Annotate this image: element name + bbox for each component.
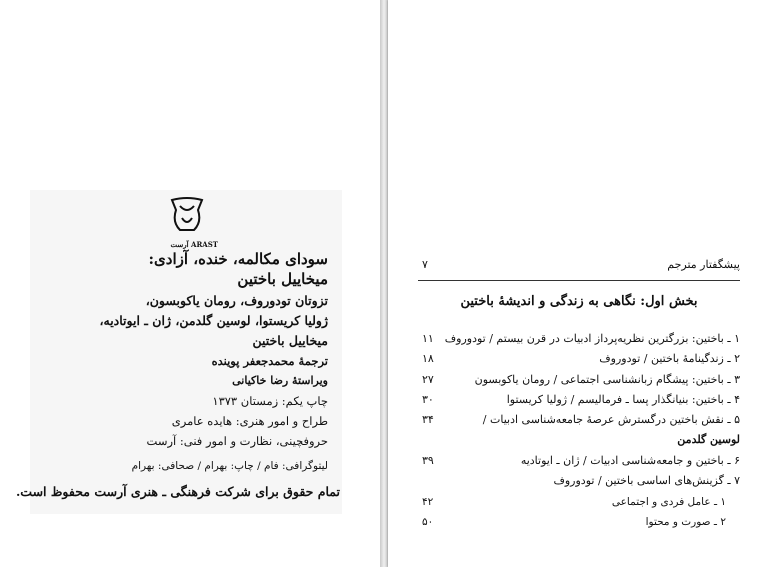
toc-entry-page: ۵۰ — [422, 516, 434, 528]
printing: لیتوگرافی: فام / چاپ: بهرام / صحافی: بهرام — [131, 460, 328, 472]
edition: چاپ یکم: زمستان ۱۳۷۳ — [212, 394, 328, 408]
toc-entry — [418, 352, 740, 370]
toc-subentry — [418, 496, 740, 514]
toc-entry-page: ۱۱ — [422, 332, 434, 345]
toc-entry — [418, 433, 740, 451]
toc-part-title — [418, 294, 740, 312]
toc-entry — [418, 332, 740, 350]
toc-entry-title: ۵ ـ نقش باختین درگسترش عرصهٔ جامعه‌شناسی ادبیات / — [482, 413, 740, 426]
toc-entry-title: ۱ ـ باختین: بزرگترین نظریه‌پرداز ادبیات در قرن بیستم / تودوروف — [444, 332, 740, 345]
designer: طراح و امور هنری: هایده عامری — [171, 414, 328, 428]
typesetting: حروفچینی، نظارت و امور فنی: آرست — [146, 434, 328, 448]
toc-entry-title: ۲ ـ صورت و محتوا — [645, 516, 726, 528]
toc-entry-title: ۴ ـ باختین: بنیانگذار پسا ـ فرمالیسم / ژولیا کریستوا — [506, 393, 740, 406]
toc-entry-title: ۱ ـ عامل فردی و اجتماعی — [611, 496, 726, 508]
translator: ترجمهٔ محمدجعفر پوینده — [211, 354, 328, 368]
toc-entry-title: ۳ ـ باختین: پیشگام زبانشناسی اجتماعی / رومان یاکوبسون — [474, 373, 740, 386]
toc-foreword — [418, 258, 740, 276]
toc-entry-page: ۲۷ — [422, 373, 434, 386]
toc-entry-page: ۳۹ — [422, 454, 434, 467]
toc-entry-title: ۷ ـ گزینش‌های اساسی باختین / تودوروف — [553, 474, 740, 487]
toc-entry-page: ۳۴ — [422, 413, 434, 426]
authors-line-2: ژولیا کریستوا، لوسین گلدمن، ژان ـ ایوتادیه، — [99, 313, 328, 328]
editor: ویراستهٔ رضا خاکیانی — [232, 374, 328, 387]
toc-entry — [418, 474, 740, 492]
contents-page — [388, 0, 768, 567]
toc-entry — [418, 413, 740, 431]
toc-entry-title: لوسین گلدمن — [677, 433, 740, 446]
toc-divider — [418, 280, 740, 281]
publisher-logo-icon — [168, 196, 206, 238]
copyright-page — [0, 0, 380, 567]
toc-entry — [418, 393, 740, 411]
toc-entry — [418, 454, 740, 472]
rights-notice: تمام حقوق برای شرکت فرهنگی ـ هنری آرست محفوظ است. — [15, 484, 340, 499]
copyright-block — [15, 190, 342, 514]
toc-entry-page: ۱۸ — [422, 352, 434, 365]
authors-line-1: تزوتان تودوروف، رومان یاکوبسون، — [145, 293, 328, 308]
logo-text: ARAST آرست — [170, 240, 218, 249]
toc-foreword-title: پیشگفتار مترجم — [667, 258, 740, 271]
toc-entry-title: ۲ ـ زندگینامهٔ باختین / تودوروف — [599, 352, 740, 365]
toc-entry — [418, 373, 740, 391]
toc-entry-page: ۴۲ — [422, 496, 434, 508]
authors-line-3: میخاییل باختین — [252, 333, 328, 348]
toc-part-title-text: بخش اول: نگاهی به زندگی و اندیشهٔ باختین — [460, 294, 698, 309]
book-subtitle: میخاییل باختین — [237, 270, 328, 288]
toc-subentry — [418, 516, 740, 534]
toc-entry-page: ۳۰ — [422, 393, 434, 406]
toc-entry-title: ۶ ـ باختین و جامعه‌شناسی ادبیات / ژان ـ ایوتادیه — [520, 454, 740, 467]
toc-foreword-page: ۷ — [422, 258, 428, 271]
book-gutter — [380, 0, 388, 567]
book-title: سودای مکالمه، خنده، آزادی: — [148, 250, 328, 268]
